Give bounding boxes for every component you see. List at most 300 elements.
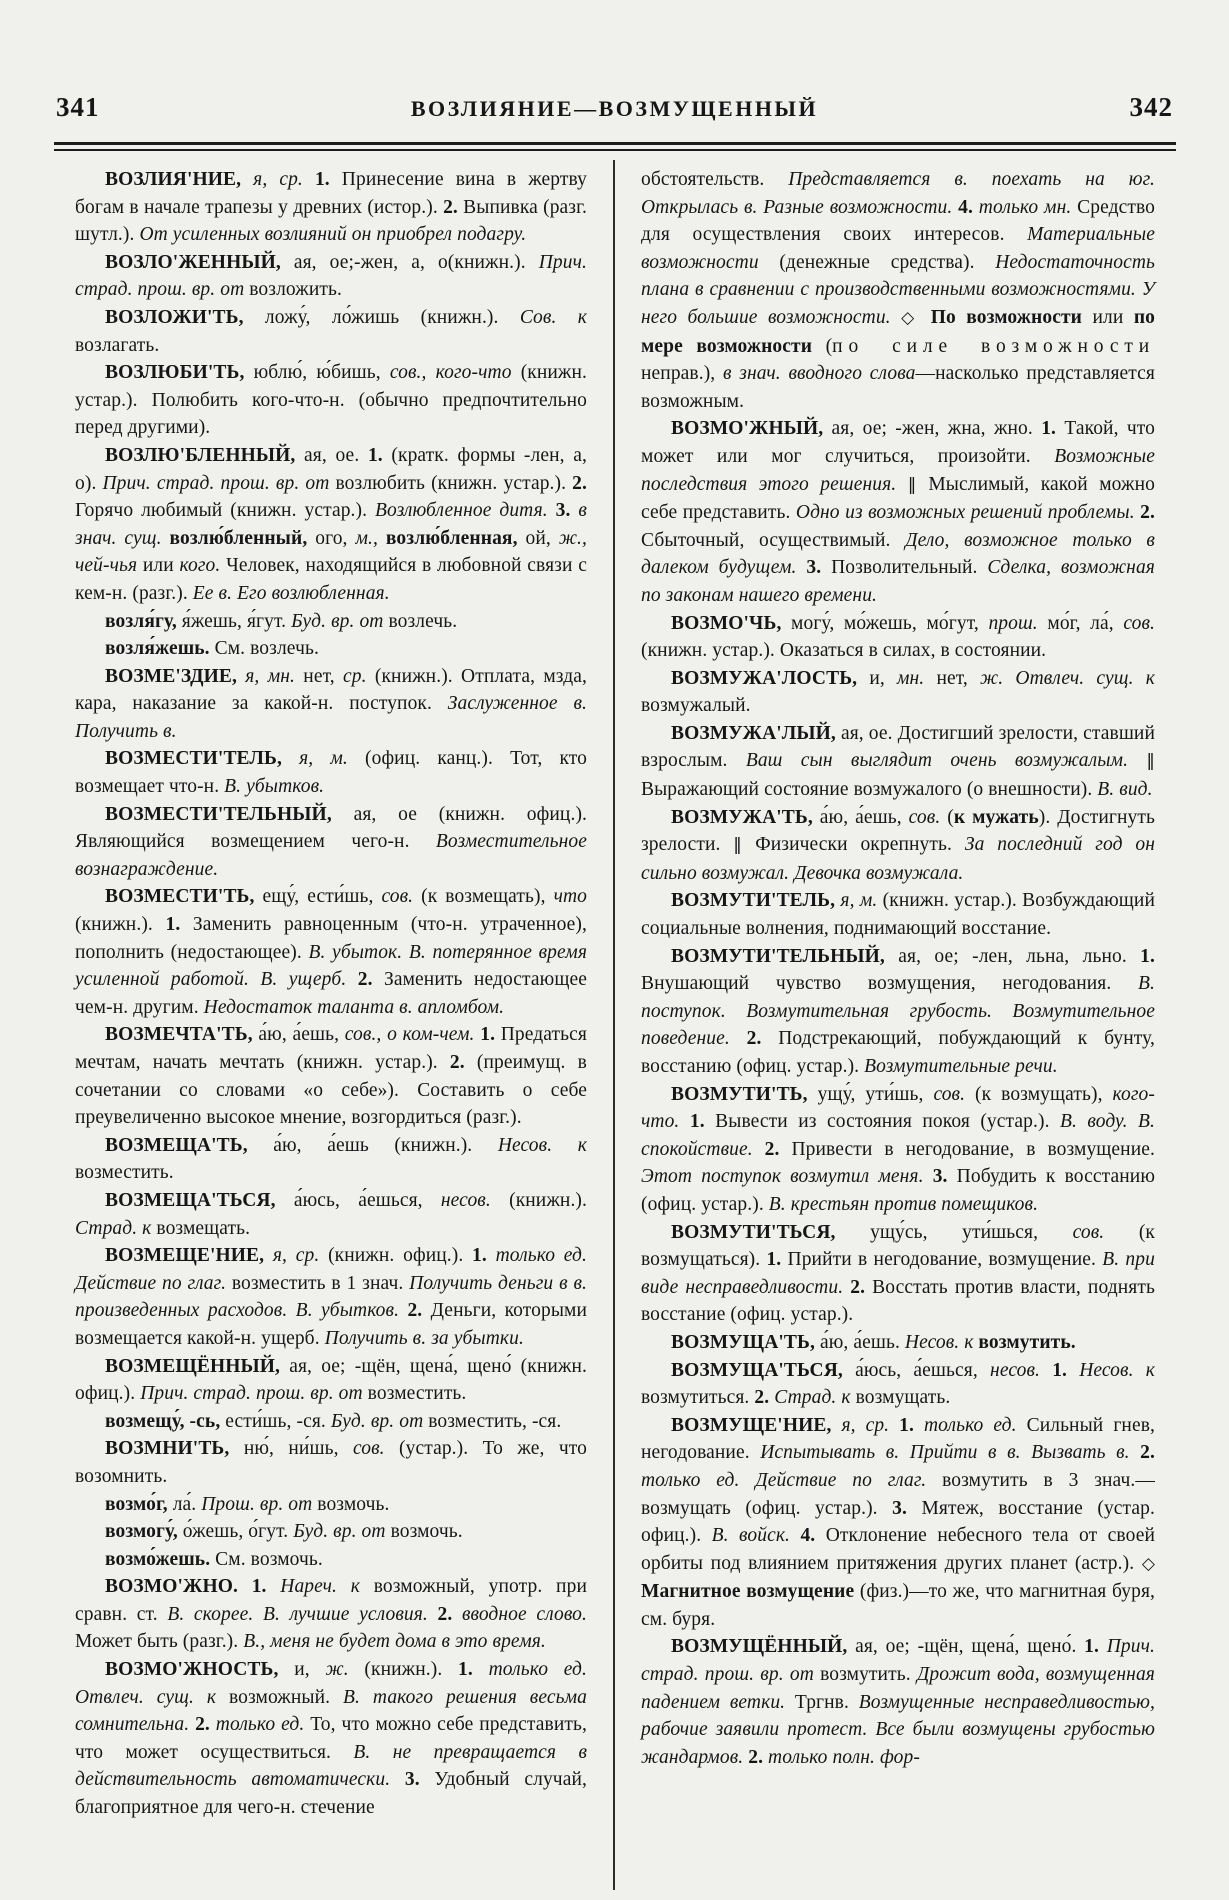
text-run: ла́.: [172, 1493, 202, 1515]
dictionary-entry: [75, 1021, 587, 1131]
text-run: Физически окрепнуть.: [755, 834, 965, 856]
text-run: 2.: [850, 1276, 873, 1298]
text-run: Получить в. за убытки.: [324, 1327, 524, 1349]
text-run: в знач. вводного слова: [723, 363, 916, 385]
headword: ВОЗЛИЯ'НИЕ,: [105, 169, 254, 190]
text-run: я, мн.: [245, 665, 304, 687]
headword: ВОЗМУТИ'ТЬСЯ,: [671, 1221, 871, 1243]
text-run: (: [825, 335, 833, 357]
dictionary-entry: [75, 1242, 587, 1352]
text-run: возместить.: [367, 1383, 467, 1405]
text-run: возлю́бленный,: [169, 527, 316, 549]
text-run: 1.: [689, 1111, 716, 1133]
text-run: возмутить в 3 знач.—возмущать (офиц. устар.).: [641, 1469, 1155, 1519]
text-run: кого-что.: [641, 1083, 1155, 1133]
text-run: Такой, что может или мог случиться, произойти.: [641, 418, 1155, 467]
dictionary-entry: [75, 1353, 587, 1408]
text-run: Деньги, которыми возмещается какой-н. ущерб.: [75, 1300, 588, 1349]
dictionary-entry: [641, 1329, 1155, 1357]
text-run: В. поступок. Возмутительная грубость. Возмутительное поведение.: [641, 973, 1155, 1050]
headword: ВОЗМУЩА'ТЬ,: [671, 1331, 820, 1353]
text-run: ещу́, ести́шь,: [262, 886, 382, 908]
text-run: Буд. вр. от: [291, 610, 389, 632]
dictionary-entry: [75, 1546, 587, 1574]
text-run: ж. Отвлеч. сущ. к: [980, 667, 1155, 689]
text-run: ая, ое.: [304, 444, 368, 466]
dictionary-entry: [75, 1435, 587, 1490]
text-run: 2.: [748, 1746, 769, 1768]
page-number-left: 341: [56, 92, 100, 122]
text-run: Сделка, возможная по законам нашего времени.: [641, 557, 1155, 606]
headword: ВОЗЛЮ'БЛЕННЫЙ,: [105, 444, 305, 466]
text-run: 1.: [367, 444, 392, 466]
text-run: что: [553, 886, 587, 908]
text-run: юблю́, ю́бишь,: [253, 362, 390, 384]
text-run: вводное слово.: [461, 1603, 587, 1625]
text-run: (денежные средства).: [779, 251, 996, 273]
text-run: возлюбить (книжн. устар.).: [335, 472, 573, 494]
text-run: ая, ое (книжн. офиц.). Являющийся возмещением чего-н.: [75, 803, 588, 853]
text-run: 1.: [1140, 945, 1155, 967]
text-run: Сов. к: [519, 306, 587, 328]
text-run: 1.: [314, 169, 342, 190]
text-run: Получить деньги в в. произведенных расходов. В. убытков.: [75, 1272, 587, 1322]
text-run: В. при виде несправедливости.: [641, 1249, 1155, 1298]
dictionary-entry: [75, 663, 587, 746]
text-run: 1.: [480, 1024, 501, 1046]
text-run: Прийти в негодование, возмущение.: [787, 1249, 1103, 1271]
text-run: возмещать.: [156, 1217, 251, 1239]
headword: ВОЗМЕСТИ'ТЕЛЬ,: [105, 748, 300, 770]
text-run: Несов. к: [904, 1331, 979, 1353]
text-run: могу́, мо́жешь, мо́гут,: [791, 612, 989, 634]
text-run: Буд. вр. от: [293, 1521, 391, 1543]
text-run: возместить.: [75, 1162, 174, 1184]
text-run: В. воду. В. спокойствие.: [641, 1111, 1155, 1160]
text-run: Восстать против власти, поднять восстание (офиц. устар.).: [641, 1276, 1155, 1326]
headword: возмо́жешь.: [105, 1548, 216, 1570]
headword: ВОЗМЕСТИ'ТЕЛЬНЫЙ,: [105, 803, 354, 825]
text-run: возмутить.: [978, 1331, 1076, 1353]
text-run: Недостаточность плана в сравнении с производственными возможностями. У него большие возможности.: [641, 251, 1155, 328]
text-run: 3.: [555, 500, 579, 522]
text-run: ой,: [525, 527, 559, 549]
dictionary-entry: [641, 804, 1155, 888]
headword: возмещу́, -сь,: [105, 1410, 226, 1432]
dictionary-entry: [75, 1656, 587, 1822]
headword: ВОЗЛЮБИ'ТЬ,: [105, 362, 254, 384]
text-run: возмутиться.: [641, 1387, 755, 1409]
text-run: ести́шь, -ся.: [225, 1410, 331, 1432]
text-run: нет,: [936, 667, 981, 689]
text-run: 3.: [404, 1769, 435, 1791]
headword: возля́жешь.: [105, 638, 215, 660]
running-title: ВОЗЛИЯНИЕ—ВОЗМУЩЕННЫЙ: [410, 96, 819, 121]
text-run: возложить.: [249, 279, 342, 301]
dictionary-entry: [75, 1408, 587, 1436]
text-run: возместить, -ся.: [428, 1410, 562, 1432]
dictionary-entry: [75, 1573, 587, 1656]
text-run: В., меня не будет дома в это время.: [243, 1631, 546, 1653]
text-run: Сильный гнев, негодование.: [641, 1414, 1155, 1464]
text-run: возлечь.: [388, 610, 458, 632]
text-run: Выражающий состояние возмужалого (о внешности).: [641, 779, 1098, 801]
text-run: а́ю, а́ешь,: [819, 806, 909, 828]
text-run: Выпивка (разг. шутл.).: [75, 196, 587, 246]
text-run: 3.: [932, 1166, 957, 1188]
text-run: Возмущенные несправедливостью, рабочие заявили протест. Все были возмущены грубостью жандармов.: [641, 1691, 1155, 1768]
text-run: возместить в 1 знач.: [231, 1272, 410, 1294]
text-run: В. убыток. В. потерянное время усиленной работой. В. ущерб.: [75, 941, 587, 991]
text-run: нет,: [303, 665, 343, 687]
text-run: Недостаток таланта в. апломбом.: [203, 996, 505, 1018]
text-run: по мере возможности: [641, 306, 1155, 357]
headword: ВОЗМЕЩА'ТЬСЯ,: [105, 1189, 294, 1211]
headword: ВОЗМЕЩЕ'НИЕ,: [105, 1245, 273, 1267]
text-run: Материальные возможности: [641, 224, 1155, 273]
dictionary-entry: [75, 608, 587, 636]
dictionary-entry: [75, 1132, 587, 1187]
text-run: Прош. вр. от: [201, 1493, 318, 1515]
headword: ВОЗМНИ'ТЬ,: [105, 1438, 244, 1460]
headword: ВОЗМО'ЖНОСТЬ,: [105, 1659, 295, 1681]
headword: ВОЗМУЩЕ'НИЕ,: [671, 1414, 842, 1436]
text-run: мо́г, ла́,: [1047, 612, 1124, 634]
text-run: или: [142, 555, 180, 577]
text-run: Прич. страд. прош. вр. от: [75, 251, 587, 301]
page-number-right: 342: [1129, 92, 1173, 122]
text-run: только мн.: [978, 196, 1078, 218]
dictionary-entry: [641, 1412, 1155, 1634]
headword: ВОЗМУЖА'ЛЫЙ,: [671, 722, 841, 744]
text-run: ущу́, ути́шь,: [817, 1083, 934, 1105]
text-run: Мыслимый, какой можно себе представить.: [641, 473, 1155, 524]
text-run: 1.: [458, 1659, 489, 1681]
text-run: 4.: [800, 1525, 826, 1547]
text-run: только ед. Действие по глаг.: [641, 1469, 943, 1491]
text-run: 1.: [899, 1414, 924, 1436]
text-run: В. скорее. В. лучшие условия.: [167, 1603, 438, 1625]
text-run: мн.: [896, 667, 937, 689]
text-run: Представляется в. поехать на юг. Открылась в. Разные возможности.: [641, 169, 1156, 218]
headword: ВОЗМУТИ'ТЬ,: [671, 1083, 818, 1105]
text-run: 2.: [1140, 1442, 1155, 1464]
text-run: ая, ое;-жен, а, о(книжн.).: [293, 251, 539, 273]
text-run: Средство для осуществления своих интересов.: [641, 196, 1156, 246]
text-run: По возможности: [930, 306, 1093, 328]
column-divider: [613, 160, 615, 1890]
text-run: обстоятельств.: [641, 169, 789, 190]
headword: ВОЗМУЖА'ТЬ,: [671, 806, 820, 828]
text-run: В. такого решения весьма сомнительна.: [75, 1686, 587, 1736]
text-run: ая, ое; -жен, жна, жно.: [831, 418, 1042, 440]
text-run: 2.: [746, 1028, 779, 1050]
text-run: возмущать.: [855, 1387, 951, 1409]
text-run: Возможные последствия этого решения.: [641, 445, 1155, 495]
text-run: возлю́бленная,: [385, 527, 526, 549]
text-run: ◇: [1141, 1553, 1155, 1574]
text-run: (книжн. устар.). Оказаться в силах, в состоянии.: [641, 640, 1047, 662]
text-run: Несов. к: [1079, 1359, 1156, 1381]
text-run: м.,: [355, 527, 386, 549]
text-run: (книжн. офиц.).: [328, 1245, 473, 1267]
text-run: ая, ое; -щён, щена́, щено́ (книжн. офиц.).: [75, 1355, 587, 1405]
text-run: Человек, находящийся в любовной связи с кем-н. (разг.).: [75, 555, 587, 604]
text-run: ). Достигнуть зрелости.: [641, 806, 1155, 856]
dictionary-entry: [641, 720, 1155, 804]
text-run: в знач. сущ.: [75, 500, 587, 549]
text-run: неправ.),: [641, 363, 724, 385]
text-run: Буд. вр. от: [330, 1410, 429, 1432]
text-run: ‖: [907, 474, 929, 495]
text-run: ню́, ни́шь,: [243, 1438, 353, 1460]
text-run: а́юсь, а́ешься,: [293, 1189, 441, 1211]
text-run: Мятеж, восстание (устар. офиц.).: [641, 1497, 1155, 1547]
text-run: ‖: [1146, 751, 1155, 772]
text-run: Может быть (разг.).: [75, 1631, 244, 1653]
text-run: 1.: [1052, 1359, 1080, 1381]
text-run: ср.: [343, 665, 375, 687]
text-run: (книжн.).: [364, 1659, 459, 1681]
text-run: Испытывать в. Прийти в в. Вызвать в.: [760, 1442, 1141, 1464]
text-run: Дрожит вода, возмущенная падением ветки.: [641, 1664, 1155, 1713]
text-run: Сбыточный, осуществимый.: [641, 529, 906, 551]
text-run: (к возмещать),: [421, 886, 554, 908]
text-run: (книжн.).: [75, 914, 166, 936]
text-run: Возлюбленное дитя.: [375, 500, 556, 522]
text-columns: [75, 166, 1155, 1890]
text-run: 3.: [806, 557, 832, 579]
dictionary-entry: [641, 1357, 1155, 1412]
headword: ВОЗМЕЧТА'ТЬ,: [105, 1024, 259, 1046]
text-run: возмочь.: [390, 1521, 463, 1543]
text-run: возможный, употр. при сравн. ст.: [75, 1576, 587, 1625]
text-run: возмутить.: [820, 1664, 917, 1686]
text-run: Ее в. Его возлюбленная.: [192, 582, 390, 604]
text-run: сов.: [1072, 1221, 1139, 1243]
text-run: возможный.: [228, 1686, 344, 1708]
text-run: 4.: [958, 196, 979, 218]
text-run: ж.: [325, 1659, 365, 1681]
text-run: В. крестьян против помещиков.: [768, 1193, 1039, 1215]
text-run: несов.: [990, 1359, 1053, 1381]
text-run: См. возлечь.: [214, 638, 319, 660]
text-run: ж., чей-чья: [75, 527, 588, 577]
headword: ВОЗМУТИ'ТЕЛЬНЫЙ,: [671, 945, 899, 967]
text-run: Страд. к: [774, 1387, 856, 1409]
text-run: ая, ое; -щён, щена́, щено́.: [855, 1636, 1085, 1658]
text-run: 1.: [165, 914, 193, 936]
headword: ВОЗМУЩЁННЫЙ,: [671, 1636, 856, 1658]
headword: ВОЗМЕЩЁННЫЙ,: [105, 1355, 290, 1377]
text-run: возмочь.: [317, 1493, 390, 1515]
text-run: а́юсь, а́ешься,: [855, 1359, 991, 1381]
text-run: Несов. к: [497, 1134, 587, 1156]
dictionary-entry: [641, 610, 1155, 665]
headword: ВОЗМО'ЧЬ,: [671, 612, 792, 634]
text-run: Заслуженное в. Получить в.: [75, 693, 587, 742]
text-run: Горячо любимый (книжн. устар.).: [75, 500, 376, 522]
text-run: ая, ое; -лен, льна, льно.: [898, 945, 1141, 967]
headword: ВОЗМЕЩА'ТЬ,: [105, 1134, 274, 1156]
headword: ВОЗМЕ'ЗДИЕ,: [105, 665, 246, 687]
text-run: по силе возможности: [832, 335, 1155, 357]
text-run: 1.: [472, 1245, 496, 1267]
text-run: 2.: [764, 1138, 792, 1160]
text-run: или: [1092, 306, 1134, 328]
text-run: Возмутительные речи.: [864, 1056, 1058, 1077]
text-run: Заменить равноценным (что-н. утраченное), пополнить (недостающее).: [75, 914, 587, 963]
text-run: прош.: [988, 612, 1048, 634]
dictionary-entry: [75, 1491, 587, 1519]
text-run: 2.: [357, 969, 384, 991]
headword: ВОЗМО'ЖНО. 1.: [105, 1576, 281, 1598]
right-column: [641, 166, 1155, 1771]
text-run: сов.: [933, 1083, 976, 1105]
text-run: Прич. страд. прош. вр. от: [641, 1636, 1155, 1686]
dictionary-entry: [75, 745, 587, 800]
text-run: Возместительное вознаграждение.: [75, 831, 587, 880]
dictionary-entry: [75, 1518, 587, 1546]
text-run: сов., кого-что: [389, 362, 521, 384]
text-run: сов.: [908, 806, 948, 828]
text-run: ая, ое. Достигший зрелости, ставший взрослым.: [641, 722, 1156, 772]
text-run: я́жешь, я́гут.: [181, 610, 292, 632]
dictionary-entry: [641, 887, 1155, 942]
text-run: (книжн. устар.). Полюбить кого-что-н. (обычно предпочтительно перед другими).: [75, 362, 588, 439]
text-run: я, м.: [299, 748, 365, 770]
text-run: В. войск.: [711, 1525, 801, 1547]
headword: ВОЗМУЩА'ТЬСЯ,: [671, 1359, 856, 1381]
text-run: о́жешь, о́гут.: [182, 1521, 294, 1543]
entry-continuation: [641, 166, 1155, 415]
text-run: я, м.: [840, 890, 883, 912]
dictionary-entry: [75, 166, 587, 249]
dictionary-entry: [641, 665, 1155, 720]
text-run: Дело, возможное только в далеком будущем.: [641, 529, 1155, 579]
text-run: я, ср.: [253, 169, 315, 190]
dictionary-entry: [75, 883, 587, 1021]
text-run: (кратк. формы -лен, а, о).: [75, 444, 587, 494]
text-run: я, ср.: [841, 1414, 900, 1436]
text-run: Привести в негодование, в возмущение.: [791, 1138, 1155, 1160]
text-run: Ваш сын выглядит очень возмужалым.: [745, 750, 1147, 772]
headword: возмо́г,: [105, 1493, 173, 1515]
text-run: См. возмочь.: [215, 1548, 323, 1570]
text-run: (к возмущать),: [975, 1083, 1113, 1105]
text-run: Подстрекающий, побуждающий к бунту, восстанию (офиц. устар.).: [641, 1028, 1155, 1077]
text-run: 2.: [572, 472, 587, 494]
text-run: Нареч. к: [280, 1576, 374, 1598]
headword: ВОЗМУЖА'ЛОСТЬ,: [671, 667, 870, 689]
text-run: В. не превращается в действительность автоматически.: [75, 1741, 588, 1791]
text-run: То, что можно себе представить, что может осуществиться.: [75, 1714, 587, 1763]
headword: возля́гу,: [105, 610, 182, 632]
text-run: (преимущ. в сочетании со словами «о себе»). Составить о себе преувеличенно высокое мнение, возгордиться (разг.).: [75, 1052, 587, 1129]
text-run: Отклонение небесного тела от своей орбиты под влиянием притяжения других планет (астр.).: [641, 1525, 1155, 1574]
text-run: 3.: [892, 1497, 922, 1519]
text-run: 2.: [449, 1052, 477, 1073]
text-run: (книжн.).: [509, 1189, 588, 1211]
dictionary-entry: [75, 442, 587, 608]
dictionary-entry: [75, 359, 587, 442]
text-run: (книжн.). Отплата, мзда, кара, наказание за какой-н. поступок.: [75, 665, 587, 715]
text-run: От усиленных возлияний он приобрел подагру.: [139, 224, 527, 246]
text-run: я, ср.: [272, 1245, 329, 1267]
dictionary-entry: [641, 1219, 1155, 1329]
text-run: сов., о ком-чем.: [344, 1024, 481, 1046]
text-run: только ед.: [923, 1414, 1027, 1436]
text-run: В. вид.: [1097, 779, 1153, 801]
text-run: Прич. страд. прош. вр. от: [102, 472, 336, 494]
text-run: Прич. страд. прош. вр. от: [140, 1383, 368, 1405]
dictionary-entry: [641, 415, 1155, 609]
text-run: и,: [869, 667, 897, 689]
text-run: 2.: [407, 1300, 431, 1322]
headword: ВОЗМО'ЖНЫЙ,: [671, 418, 832, 440]
text-run: только ед.: [215, 1714, 311, 1736]
text-run: 1.: [766, 1249, 788, 1271]
text-run: а́ю, а́ешь (книжн.).: [273, 1134, 498, 1156]
text-run: возмужалый.: [641, 695, 751, 717]
text-run: —насколько представляется возможным.: [641, 363, 1155, 412]
text-run: кого.: [179, 555, 227, 577]
text-run: только полн. фор-: [768, 1746, 920, 1768]
text-run: несов.: [440, 1189, 510, 1211]
text-run: Магнитное возмущение: [641, 1581, 860, 1603]
text-run: ого,: [315, 527, 356, 549]
text-run: Предаться мечтам, начать мечтать (книжн. устар.).: [75, 1024, 587, 1073]
text-run: 2.: [437, 1603, 462, 1625]
headword: ВОЗЛО'ЖЕННЫЙ,: [105, 251, 294, 273]
text-run: 2.: [443, 196, 464, 218]
text-run: сов.: [352, 1438, 400, 1460]
dictionary-entry: [75, 635, 587, 663]
dictionary-entry: [641, 1633, 1155, 1771]
text-run: 2.: [1140, 502, 1155, 524]
headword: возмогу́,: [105, 1521, 183, 1543]
headword: ВОЗЛОЖИ'ТЬ,: [105, 306, 265, 328]
text-run: только ед. Отвлеч. сущ. к: [75, 1659, 587, 1708]
dictionary-entry: [641, 1081, 1155, 1219]
text-run: В. убытков.: [224, 776, 325, 798]
text-run: Позволительный.: [831, 557, 988, 579]
text-run: 1.: [1084, 1636, 1107, 1658]
text-run: только ед. Действие по глаг.: [75, 1245, 587, 1294]
headword: ВОЗМУТИ'ТЕЛЬ,: [671, 890, 841, 912]
page-header: [56, 92, 1173, 123]
text-run: Удобный случай, благоприятное для чего-н. стечение: [75, 1769, 587, 1819]
dictionary-entry: [75, 249, 587, 304]
text-run: 2.: [754, 1387, 775, 1409]
text-run: и,: [294, 1659, 326, 1681]
headword: ВОЗМЕСТИ'ТЬ,: [105, 886, 263, 908]
text-run: За последний год он сильно возмужал. Девочка возмужала.: [641, 834, 1156, 884]
text-run: возлагать.: [75, 334, 160, 356]
text-run: ущу́сь, ути́шься,: [870, 1221, 1073, 1243]
dictionary-entry: [75, 1187, 587, 1242]
text-run: сов.: [381, 886, 422, 908]
text-run: Внушающий чувство возмущения, негодования.: [641, 973, 1138, 995]
text-run: (офиц. канц.). Тот, кто возмещает что-н.: [75, 748, 587, 798]
dictionary-entry: [75, 304, 587, 359]
text-run: (к возмущаться).: [641, 1221, 1155, 1271]
dictionary-entry: [641, 943, 1155, 1081]
left-column: [75, 166, 587, 1822]
header-double-rule: [54, 142, 1176, 151]
text-run: (: [947, 806, 954, 828]
text-run: Этот поступок возмутил меня.: [641, 1166, 933, 1188]
